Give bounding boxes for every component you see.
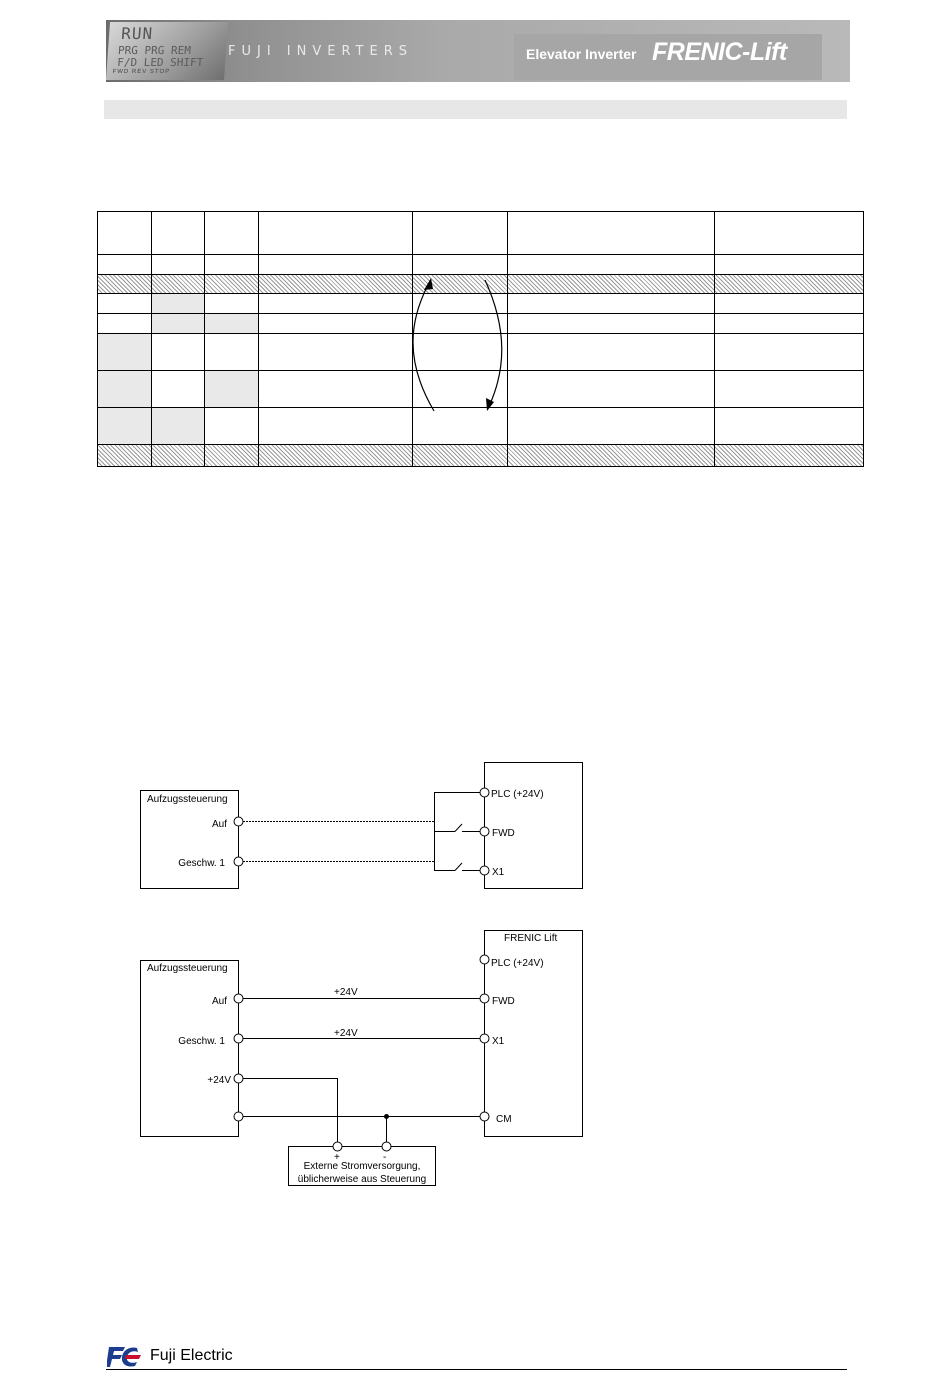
table-grid: [0, 0, 950, 500]
terminal-circle: [234, 994, 243, 1003]
controller-box: [141, 791, 239, 889]
terminal-plc-label-2: PLC (+24V): [491, 958, 544, 969]
terminal-cm-label: CM: [496, 1114, 512, 1125]
supply-label-line1: Externe Stromversorgung,: [303, 1161, 421, 1172]
supply-plus-label: +: [334, 1152, 340, 1163]
lcd-row3-text: F/D LED SHIFT: [116, 56, 204, 69]
signal-speed-label-2: Geschw. 1: [178, 1036, 225, 1047]
terminal-circle: [480, 866, 489, 875]
product-name: FRENIC-Lift: [652, 38, 787, 66]
controller-label-2: Aufzugssteuerung: [147, 963, 228, 974]
terminal-circle: [480, 827, 489, 836]
terminal-circle: [234, 817, 243, 826]
terminal-circle: [234, 857, 243, 866]
signal-24v-label: +24V: [207, 1075, 231, 1086]
supply-label-line2: üblicherweise aus Steuerung: [297, 1174, 427, 1185]
product-prefix: Elevator Inverter: [526, 46, 637, 62]
signal-speed-label: Geschw. 1: [178, 858, 225, 869]
terminal-circle: [480, 1034, 489, 1043]
terminal-fwd-label: FWD: [492, 828, 515, 839]
controller-label: Aufzugssteuerung: [147, 794, 228, 805]
fuji-electric-logo-icon: [107, 1345, 147, 1369]
terminal-circle: [382, 1142, 391, 1151]
terminal-fwd-label-2: FWD: [492, 996, 515, 1007]
arrow-up-icon: [413, 278, 434, 411]
lcd-row2-text: PRG PRG REM: [117, 44, 192, 57]
signal-auf-label: Auf: [211, 819, 227, 830]
signal-auf-label-2: Auf: [211, 996, 227, 1007]
lcd-run-text: RUN: [120, 24, 154, 43]
junction-dot: [384, 1114, 389, 1119]
supply-minus-label: -: [383, 1152, 387, 1163]
terminal-circle: [480, 955, 489, 964]
terminal-circle: [333, 1142, 342, 1151]
terminal-x1-label-2: X1: [492, 1036, 505, 1047]
inverter-label: FRENIC Lift: [504, 933, 558, 944]
lcd-row4-text: FWD REV STOP: [112, 69, 171, 75]
terminal-circle: [480, 1112, 489, 1121]
wiring-diagram-relay: [0, 740, 950, 1210]
company-name: Fuji Electric: [150, 1347, 233, 1364]
arrow-down-icon: [485, 280, 502, 411]
wire-label-x1: +24V: [334, 1028, 358, 1039]
terminal-circle: [480, 994, 489, 1003]
terminal-plc-label: PLC (+24V): [491, 789, 544, 800]
terminal-circle: [480, 788, 489, 797]
terminal-circle: [234, 1034, 243, 1043]
wire-label-fwd: +24V: [334, 987, 358, 998]
brand-strip: FUJI INVERTERS: [228, 44, 413, 59]
footer-rule: [106, 1369, 847, 1370]
terminal-x1-label: X1: [492, 867, 505, 878]
controller-box-2: [141, 961, 239, 1137]
terminal-circle: [234, 1074, 243, 1083]
terminal-circle: [234, 1112, 243, 1121]
